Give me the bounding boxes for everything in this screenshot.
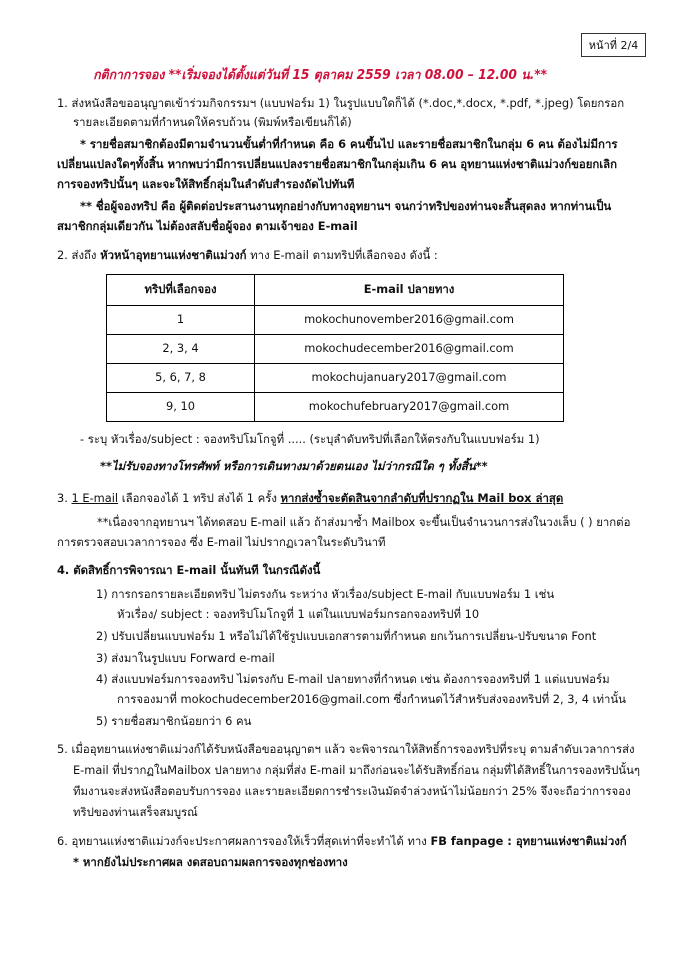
table-header-trip: ทริปที่เลือกจอง (107, 275, 255, 306)
email-table (106, 274, 564, 422)
s1-line2: รายละเอียดตามที่กำหนดให้ครบถ้วน (พิมพ์หรือเขียนก็ได้) (73, 115, 352, 129)
s4-item1-line2: หัวเรื่อง/ subject : จองทริปโมโกจูที่ 1 แต่ในแบบฟอร์มกรอกจองทริปที่ 10 (117, 607, 480, 621)
s4-heading: 4. ตัดสิทธิ์การพิจารณา E-mail นั้นทันที ในกรณีดังนี้ (57, 563, 321, 577)
s2-subject-note: - ระบุ หัวเรื่อง/subject : จองทริปโมโกจูที่ ..... (ระบุลำดับทริปที่เลือกให้ตรงกับในแบบฟอร์ม 1) (80, 432, 540, 446)
s2-suffix: ทาง E-mail ตามทริปที่เลือกจอง ดังนี้ : (246, 248, 438, 262)
s4-item5: 5) รายชื่อสมาชิกน้อยกว่า 6 คน (96, 714, 252, 728)
s2-intro (57, 247, 438, 264)
table-cell-email: mokochufebruary2017@gmail.com (255, 393, 564, 422)
s4-item1-line1: 1) การกรอกรายละเอียดทริป ไม่ตรงกัน ระหว่าง หัวเรื่อง/subject E-mail กับแบบฟอร์ม 1 เช่น (96, 587, 555, 601)
page-title: กติกาการจอง **เริ่มจองได้ตั้งแต่วันที่ 15 ตุลาคม 2559 เวลา 08.00 – 12.00 น.** (93, 68, 548, 83)
s3-line1 (57, 490, 563, 507)
s5-line2: E-mail ที่ปรากฏในMailbox ปลายทาง กลุ่มที่ส่ง E-mail มาถึงก่อนจะได้รับสิทธิ์ก่อน กลุ่มที่ได้สิทธิ์ในการจองทริปนั้นๆ (73, 763, 640, 777)
table-cell-email: mokochunovember2016@gmail.com (255, 306, 564, 335)
s3-line3: การตรวจสอบเวลาการจอง ซึ่ง E-mail ไม่ปรากฏเวลาในระดับวินาที (57, 535, 386, 549)
s3-one-email: 1 E-mail (71, 491, 119, 505)
table-header-row (107, 275, 564, 306)
s6-prefix: 6. อุทยานแห่งชาติแม่วงก์จะประกาศผลการจองให้เร็วที่สุดเท่าที่จะทำได้ ทาง (57, 834, 431, 848)
table-row (107, 364, 564, 393)
s6-line2: * หากยังไม่ประกาศผล งดสอบถามผลการจองทุกช่องทาง (73, 855, 348, 869)
s5-line3: ทีมงานจะส่งหนังสือตอบรับการจอง และรายละเอียดการชำระเงินมัดจำล่วงหน้าไม่น้อยกว่า 25% จึงจะถือว่าการจอง (73, 784, 631, 798)
s3-line2: **เนื่องจากอุทยานฯ ได้ทดสอบ E-mail แล้ว ถ้าส่งมาซ้ำ Mailbox จะขึ้นเป็นจำนวนการส่งในวงเล็บ ( ) ยากต่อ (97, 515, 631, 529)
table-cell-trip: 9, 10 (107, 393, 255, 422)
s2-no-phone-note: **ไม่รับจองทางโทรศัพท์ หรือการเดินทางมาด้วยตนเอง ไม่ว่ากรณีใด ๆ ทั้งสิ้น** (100, 459, 488, 473)
table-cell-trip: 5, 6, 7, 8 (107, 364, 255, 393)
table-cell-trip: 1 (107, 306, 255, 335)
s1-line3: * รายชื่อสมาชิกต้องมีตามจำนวนขั้นต่ำที่กำหนด คือ 6 คนขึ้นไป และรายชื่อสมาชิกในกลุ่ม 6 คน ต้องไม่มีการ (80, 137, 618, 151)
table-row (107, 306, 564, 335)
s3-number: 3. (57, 491, 72, 505)
table-cell-email: mokochudecember2016@gmail.com (255, 335, 564, 364)
s3-mid: เลือกจองได้ 1 ทริป ส่งได้ 1 ครั้ง (118, 491, 281, 505)
table-cell-trip: 2, 3, 4 (107, 335, 255, 364)
s1-line4: เปลี่ยนแปลงใดๆทั้งสิ้น หากพบว่ามีการเปลี่ยนแปลงรายชื่อสมาชิกในกลุ่มเกิน 6 คน อุทยานแห่งชาติแม่วงก์ขอยกเลิก (57, 157, 618, 171)
s1-line7: สมาชิกกลุ่มเดียวกัน ไม่ต้องสลับชื่อผู้จอง ตามเจ้าของ E-mail (57, 219, 358, 233)
s6-line1 (57, 833, 627, 850)
s4-item4-line2: การจองมาที่ mokochudecember2016@gmail.com ซึ่งกำหนดไว้สำหรับส่งจองทริปที่ 2, 3, 4 เท่านั้น (117, 692, 626, 706)
table-row (107, 335, 564, 364)
s3-duplicate-rule: หากส่งซ้ำจะตัดสินจากลำดับที่ปรากฏใน Mail box ล่าสุด (280, 491, 564, 505)
s5-line1: 5. เมื่ออุทยานแห่งชาติแม่วงก์ได้รับหนังสือขออนุญาตฯ แล้ว จะพิจารณาให้สิทธิ์การจองทริปที่ระบุ ตามลำดับเวลาการส่ง (57, 742, 635, 756)
s1-line6: ** ชื่อผู้จองทริป คือ ผู้ติดต่อประสานงานทุกอย่างกับทางอุทยานฯ จนกว่าทริปของท่านจะสิ้นสุดลง หากท่านเป็น (80, 199, 612, 213)
s1-line1: 1. ส่งหนังสือขออนุญาตเข้าร่วมกิจกรรมฯ (แบบฟอร์ม 1) ในรูปแบบใดก็ได้ (*.doc,*.docx, *.pdf, *.jpeg) โดยกรอก (57, 96, 625, 110)
s4-item2: 2) ปรับเปลี่ยนแบบฟอร์ม 1 หรือไม่ได้ใช้รูปแบบเอกสารตามที่กำหนด ยกเว้นการเปลี่ยน-ปรับขนาด Font (96, 629, 597, 643)
table-header-email: E-mail ปลายทาง (255, 275, 564, 306)
s2-prefix: 2. ส่งถึง (57, 248, 101, 262)
s5-line4: ทริปของท่านเสร็จสมบูรณ์ (73, 805, 198, 819)
s4-item4-line1: 4) ส่งแบบฟอร์มการจองทริป ไม่ตรงกับ E-mail ปลายทางที่กำหนด เช่น ต้องการจองทริปที่ 1 แต่แบบฟอร์ม (96, 672, 610, 686)
s6-fanpage: FB fanpage : อุทยานแห่งชาติแม่วงก์ (430, 834, 627, 848)
s2-recipient: หัวหน้าอุทยานแห่งชาติแม่วงก์ (100, 248, 247, 262)
table-row (107, 393, 564, 422)
table-cell-email: mokochujanuary2017@gmail.com (255, 364, 564, 393)
page-number-box: หน้าที่ 2/4 (581, 33, 646, 57)
s4-item3: 3) ส่งมาในรูปแบบ Forward e-mail (96, 651, 275, 665)
s1-line5: การจองทริปนั้นๆ และจะให้สิทธิ์กลุ่มในลำดับสำรองถัดไปทันที (57, 177, 355, 191)
